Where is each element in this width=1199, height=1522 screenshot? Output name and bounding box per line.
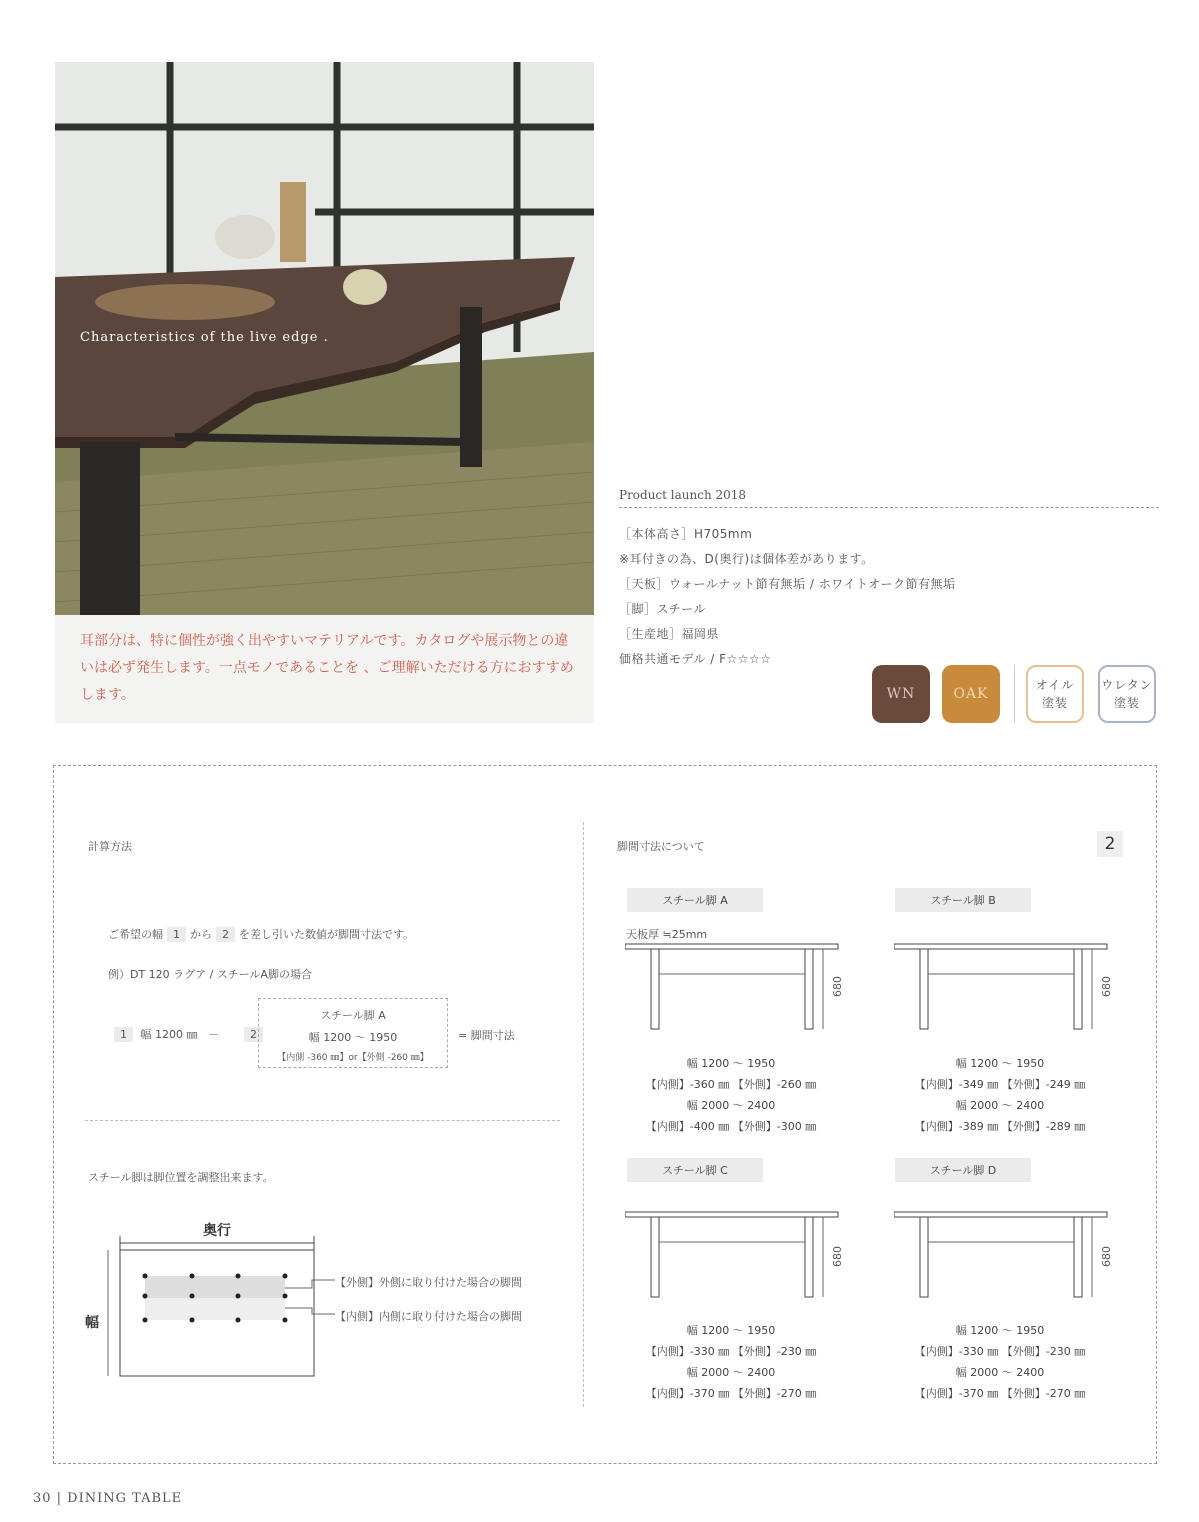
calc-instruction: ご希望の幅 1 から 2 を差し引いた数値が脚間寸法です。 [108, 928, 415, 941]
urethane-label: ウレタン [1101, 678, 1153, 692]
leg-d-dimensions: 幅 1200 ～ 1950 【内側】-330 ㎜ 【外側】-230 ㎜ 幅 2000 ～ 2400 【内側】-370 ㎜ 【外側】-270 ㎜ [914, 1324, 1086, 1400]
leg-c-label: スチール脚 C [627, 1158, 763, 1182]
walnut-swatch: WN [872, 665, 930, 723]
calc-example: 例）DT 120 ラグア / スチールA脚の場合 [108, 968, 312, 981]
legs-heading: 脚間寸法について [617, 840, 705, 853]
spec-origin: ［生産地］福岡県 [619, 627, 720, 641]
spec-model: 価格共通モデル / F☆☆☆☆ [619, 652, 772, 666]
page-footer: 30 | DINING TABLE [33, 1491, 183, 1506]
outer-legend: 【外側】外側に取り付けた場合の脚間 [335, 1276, 522, 1289]
product-launch: Product launch 2018 [619, 488, 747, 502]
section-divider-vertical [583, 822, 584, 1407]
example-leg-title: スチール脚 A [320, 1009, 386, 1022]
leg-position-diagram [100, 1236, 340, 1381]
width-label: 幅 [85, 1315, 99, 1331]
leg-c-dimensions: 幅 1200 ～ 1950 【内側】-330 ㎜ 【外側】-230 ㎜ 幅 2000 ～ 2400 【内側】-370 ㎜ 【外側】-270 ㎜ [645, 1324, 817, 1400]
oak-swatch: OAK [942, 665, 1000, 723]
leg-d-diagram [894, 1208, 1114, 1303]
spec-legs: ［脚］スチール [619, 602, 707, 616]
calc-equation: 1 幅 1200 ㎜ － 2 [110, 1026, 267, 1042]
leg-a-dimensions: 幅 1200 ～ 1950 【内側】-360 ㎜ 【外側】-260 ㎜ 幅 2000 ～ 2400 【内側】-400 ㎜ 【外側】-300 ㎜ [645, 1057, 817, 1133]
example-leg-range: 幅 1200 ～ 1950 [308, 1031, 398, 1044]
photo-overlay-text: Characteristics of the live edge . [80, 330, 329, 345]
leg-a-label: スチール脚 A [627, 888, 763, 912]
leg-d-label: スチール脚 D [895, 1158, 1031, 1182]
oil-finish-label: 塗装 [1041, 696, 1068, 710]
calc-result: = 脚間寸法 [458, 1029, 515, 1042]
depth-label: 奥行 [203, 1223, 231, 1239]
calc-heading: 計算方法 [88, 840, 132, 853]
leg-c-height: 680 [831, 1246, 844, 1267]
photo-caption: 耳部分は、特に個性が強く出やすいマテリアルです。カタログや展示物との違いは必ず発生します。一点モノであることを 、ご理解いただける方におすすめします。 [80, 633, 574, 703]
legs-section-number: 2 [1097, 831, 1123, 857]
spec-height: ［本体高さ］H705mm [619, 527, 753, 541]
leg-b-diagram [894, 940, 1114, 1035]
section-divider-horizontal [85, 1120, 560, 1121]
oil-finish-badge [1026, 665, 1084, 723]
urethane-finish-badge [1098, 665, 1156, 723]
leg-a-height: 680 [831, 976, 844, 997]
swatch-divider [1014, 665, 1015, 723]
spec-top: ［天板］ウォールナット節有無垢 / ホワイトオーク節有無垢 [619, 577, 956, 591]
adjust-text: スチール脚は脚位置を調整出来ます。 [88, 1171, 274, 1184]
example-leg-box [258, 998, 448, 1068]
leg-c-diagram [625, 1208, 845, 1303]
inner-legend: 【内側】内側に取り付けた場合の脚間 [335, 1310, 522, 1323]
leg-d-height: 680 [1100, 1246, 1113, 1267]
top-thickness: 天板厚 ≒25mm [626, 928, 708, 941]
spec-note: ※耳付きの為、D(奥行)は個体差があります。 [619, 552, 874, 566]
leg-b-label: スチール脚 B [895, 888, 1031, 912]
urethane-finish-label: 塗装 [1113, 696, 1140, 710]
launch-divider [619, 507, 1159, 508]
leg-b-dimensions: 幅 1200 ～ 1950 【内側】-349 ㎜ 【外側】-249 ㎜ 幅 2000 ～ 2400 【内側】-389 ㎜ 【外側】-289 ㎜ [914, 1057, 1086, 1133]
leg-a-diagram [625, 940, 845, 1035]
oil-label: オイル [1035, 678, 1075, 692]
leg-b-height: 680 [1100, 976, 1113, 997]
example-leg-values: 【内側 -360 ㎜】or【外側 -260 ㎜】 [277, 1053, 429, 1063]
